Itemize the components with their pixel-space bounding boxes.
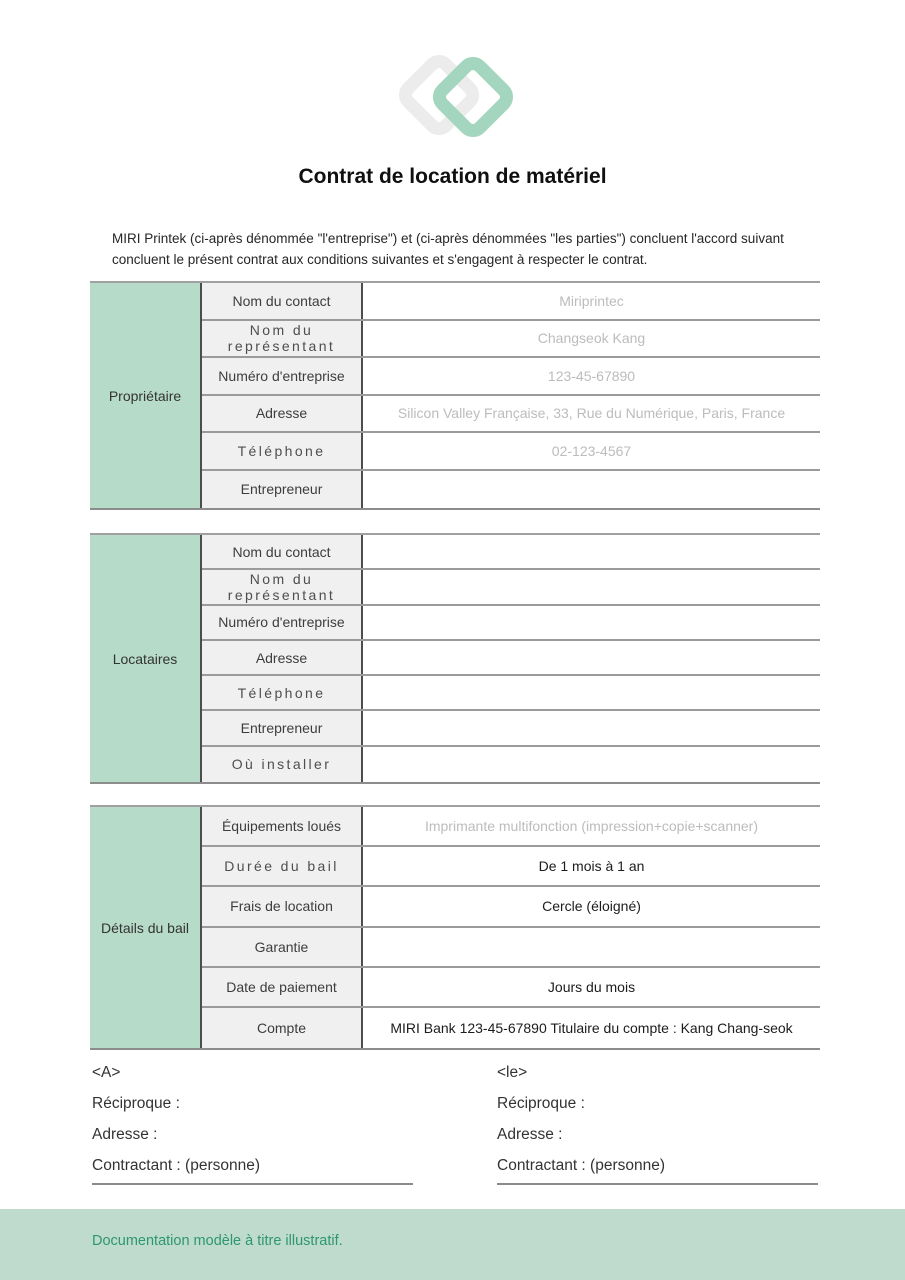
signature-section <box>92 1064 818 1185</box>
owner-table <box>90 281 820 510</box>
table-row <box>202 747 820 782</box>
row-label: Entrepreneur <box>202 471 363 509</box>
table-row <box>202 711 820 746</box>
payment-date-field[interactable]: Jours du mois <box>547 978 636 995</box>
account-field[interactable]: MIRI Bank 123-45-67890 Titulaire du compte : Kang Chang-seok <box>390 1020 793 1037</box>
address-field[interactable] <box>363 641 820 674</box>
owner-category-cell: Propriétaire <box>90 283 202 508</box>
row-label: Où installer <box>202 747 363 782</box>
intro-paragraph <box>112 228 784 270</box>
lease-duration-field[interactable]: De 1 mois à 1 an <box>538 858 645 875</box>
tenant-category-cell: Locataires <box>90 535 202 782</box>
address-field[interactable]: Silicon Valley Française, 33, Rue du Numérique, Paris, France <box>397 405 786 422</box>
table-row <box>202 847 820 887</box>
table-row <box>202 1008 820 1048</box>
lease-category-cell: Détails du bail <box>90 807 202 1048</box>
signature-heading: <le> <box>497 1064 528 1081</box>
equipment-field[interactable]: Imprimante multifonction (impression+copie+scanner) <box>424 818 759 835</box>
row-label: Garantie <box>202 928 363 966</box>
rental-fee-field[interactable]: Cercle (éloigné) <box>542 898 641 915</box>
signature-contractor-line[interactable]: Contractant : (personne) <box>497 1157 818 1185</box>
intro-line-1: MIRI Printek (ci-après dénommée "l'entreprise") et (ci-après dénommées "les parties") concluent l'accord suivant <box>112 231 784 246</box>
signature-reciprocal-label: Réciproque : <box>497 1095 585 1112</box>
install-location-field[interactable] <box>363 747 820 782</box>
row-label: Entrepreneur <box>202 711 363 744</box>
page-title: Contrat de location de matériel <box>298 165 607 188</box>
signature-reciprocal-label: Réciproque : <box>92 1095 180 1112</box>
table-row <box>202 396 820 434</box>
table-row <box>202 676 820 711</box>
table-row <box>202 887 820 927</box>
row-label: Numéro d'entreprise <box>202 358 363 394</box>
lease-details-table <box>90 805 820 1050</box>
contact-name-field[interactable]: Miriprintec <box>559 292 624 309</box>
footer-bar <box>0 1209 905 1280</box>
table-row <box>202 606 820 641</box>
footer-disclaimer: Documentation modèle à titre illustratif. <box>92 1233 343 1249</box>
signature-heading: <A> <box>92 1064 121 1081</box>
table-row <box>202 928 820 968</box>
intro-line-2: concluent le présent contrat aux conditions suivantes et s'engagent à respecter le contrat. <box>112 252 648 267</box>
business-number-field[interactable] <box>363 606 820 639</box>
warranty-field[interactable] <box>363 928 820 966</box>
representative-name-field[interactable] <box>363 570 820 603</box>
row-label: Téléphone <box>202 433 363 469</box>
phone-field[interactable]: 02-123-4567 <box>551 442 632 459</box>
row-label: Nom du représentant <box>202 321 363 357</box>
entrepreneur-field[interactable] <box>363 711 820 744</box>
row-label: Téléphone <box>202 676 363 709</box>
table-row <box>202 570 820 605</box>
signature-left-column <box>92 1064 413 1185</box>
row-label: Adresse <box>202 396 363 432</box>
row-label: Équipements loués <box>202 807 363 845</box>
row-label: Nom du contact <box>202 283 363 319</box>
table-row <box>202 433 820 471</box>
table-row <box>202 535 820 570</box>
table-row <box>202 968 820 1008</box>
signature-contractor-line[interactable]: Contractant : (personne) <box>92 1157 413 1185</box>
representative-name-field[interactable]: Changseok Kang <box>537 330 646 347</box>
row-label: Adresse <box>202 641 363 674</box>
table-row <box>202 807 820 847</box>
row-label: Frais de location <box>202 887 363 925</box>
table-row <box>202 358 820 396</box>
phone-field[interactable] <box>363 676 820 709</box>
row-label: Nom du contact <box>202 535 363 568</box>
entrepreneur-field[interactable] <box>363 471 820 509</box>
row-label: Date de paiement <box>202 968 363 1006</box>
signature-address-label: Adresse : <box>92 1126 158 1143</box>
business-number-field[interactable]: 123-45-67890 <box>547 367 636 384</box>
contact-name-field[interactable] <box>363 535 820 568</box>
table-row <box>202 641 820 676</box>
row-label: Nom du représentant <box>202 570 363 603</box>
row-label: Numéro d'entreprise <box>202 606 363 639</box>
row-label: Durée du bail <box>202 847 363 885</box>
row-label: Compte <box>202 1008 363 1048</box>
tenant-table <box>90 533 820 784</box>
signature-address-label: Adresse : <box>497 1126 563 1143</box>
table-row <box>202 283 820 321</box>
table-row <box>202 321 820 359</box>
table-row <box>202 471 820 509</box>
signature-right-column <box>497 1064 818 1185</box>
